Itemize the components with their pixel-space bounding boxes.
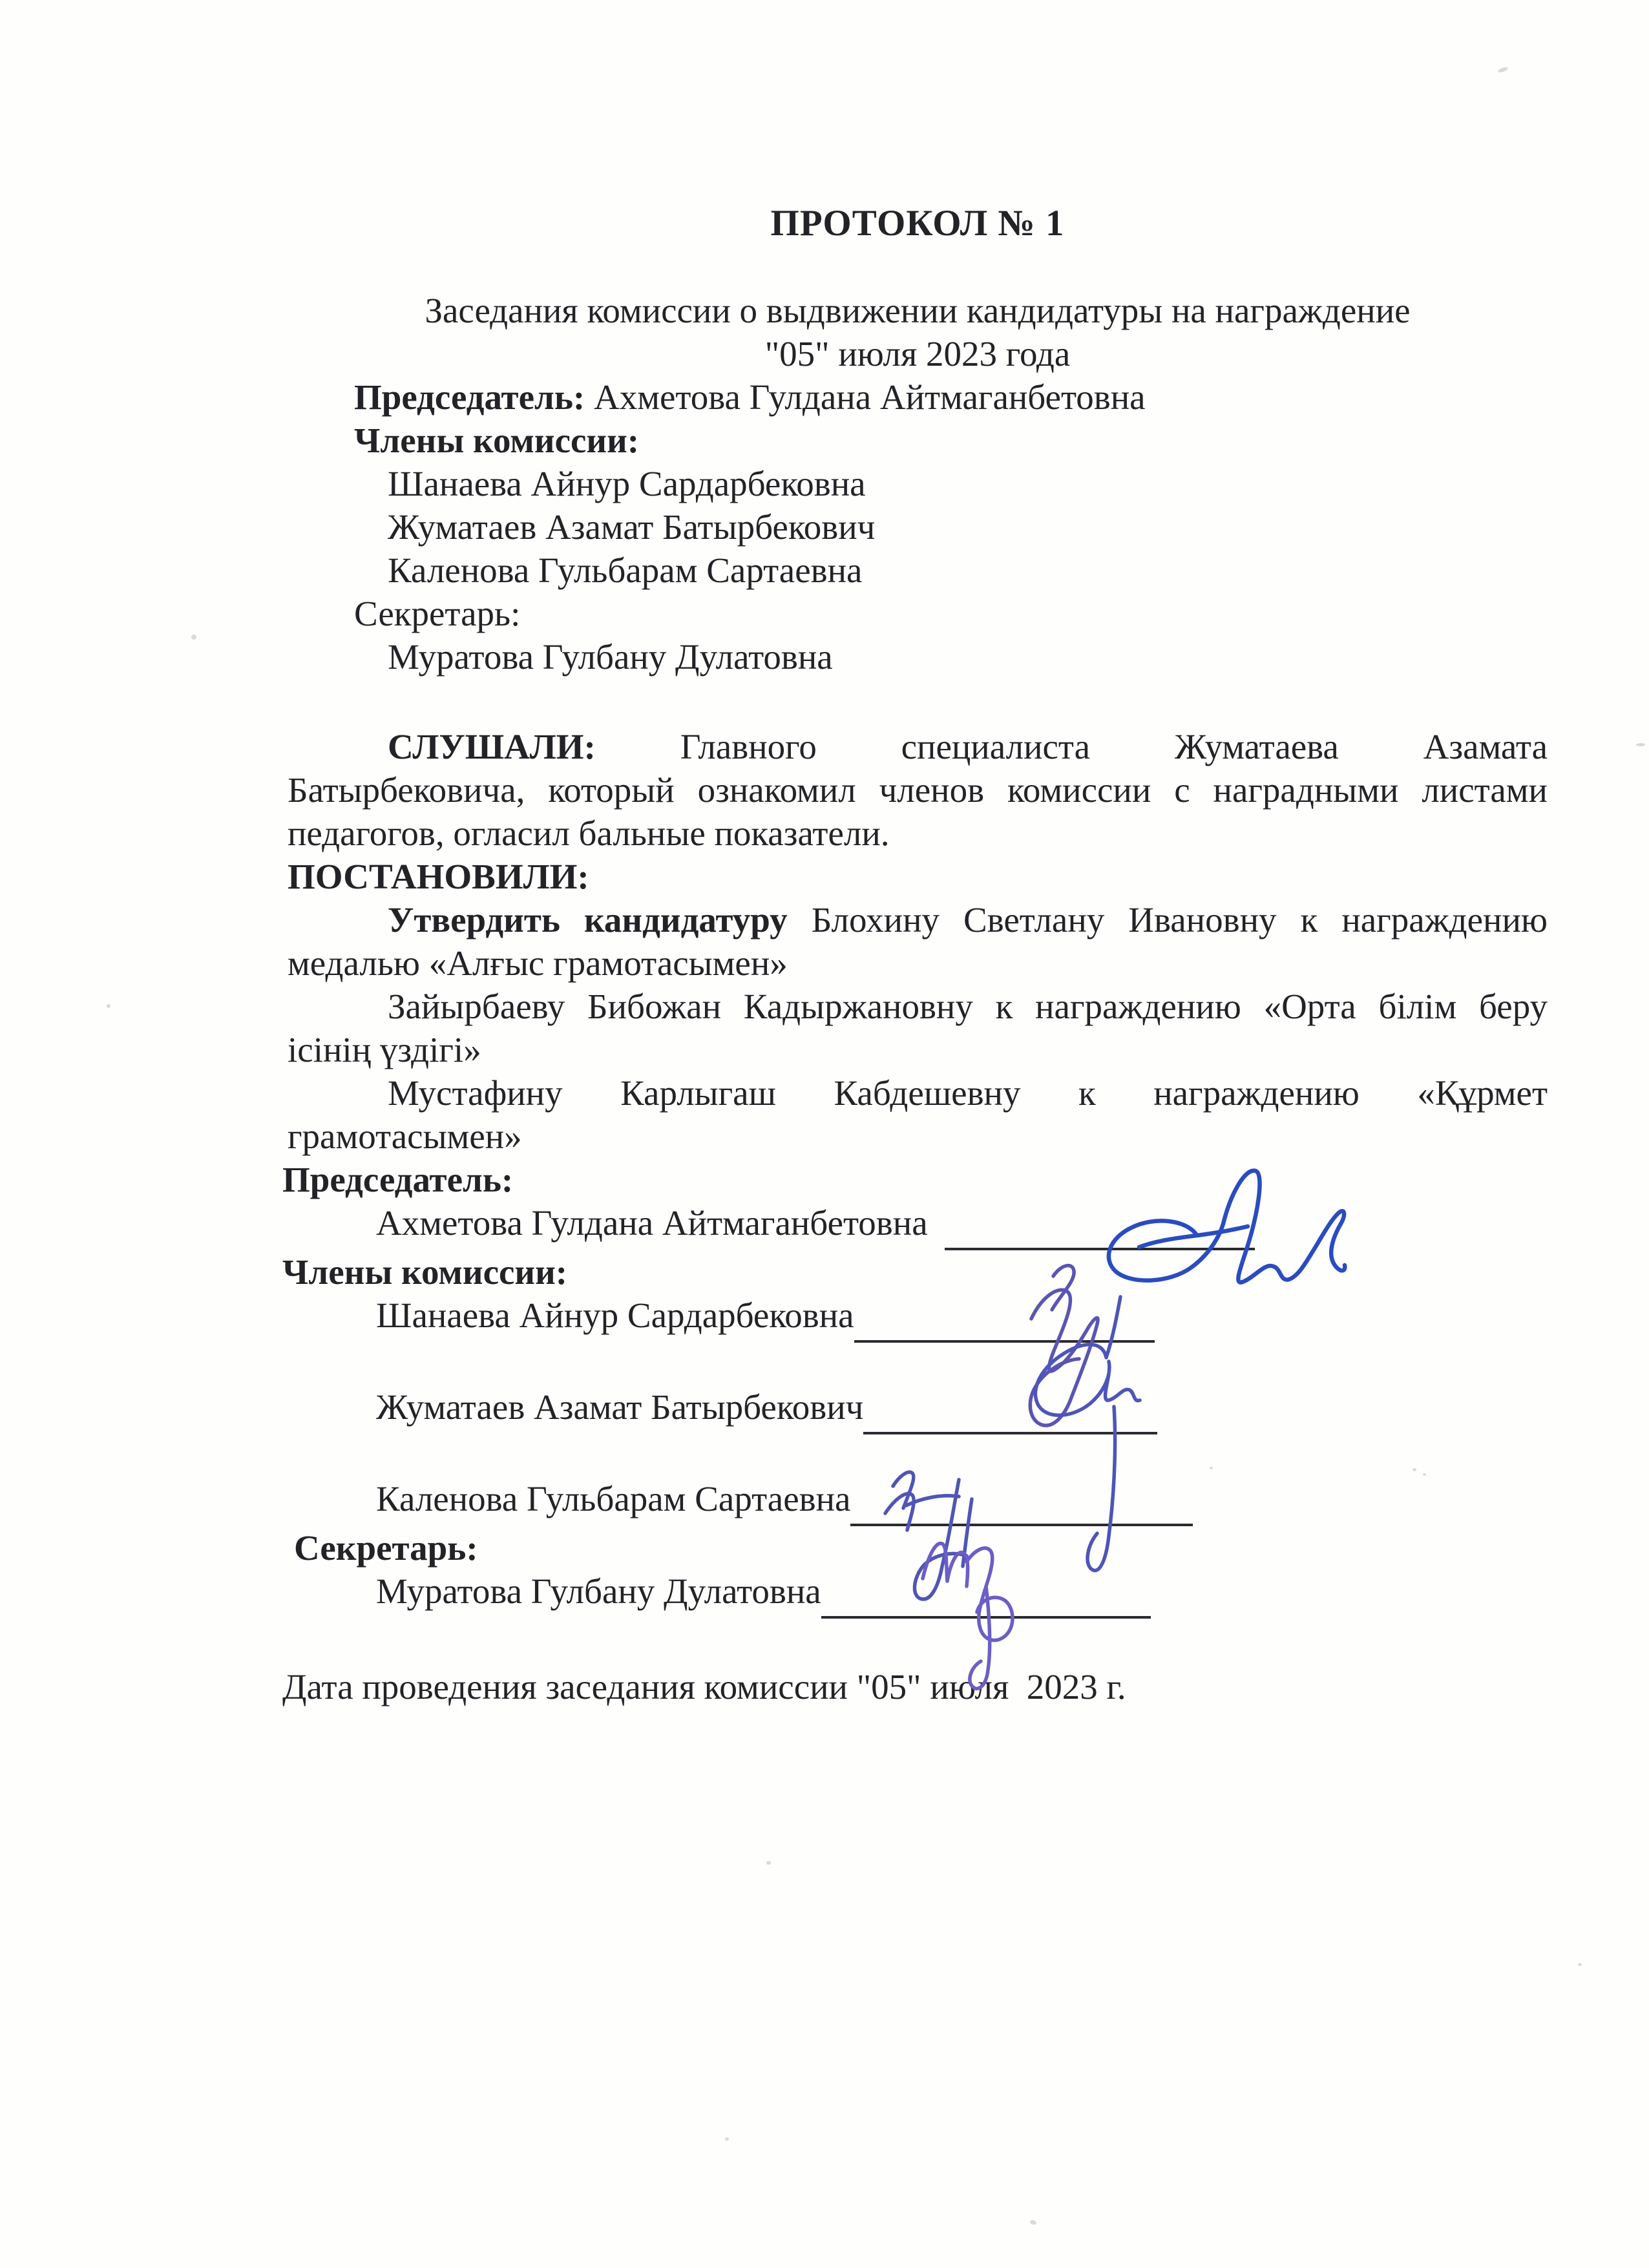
resolved-item-1-line-2: медалью «Алғыс грамотасымен» [288, 943, 788, 983]
document-title: ПРОТОКОЛ № 1 [770, 203, 1065, 244]
member-name-3: Каленова Гульбарам Сартаевна [388, 551, 863, 590]
signature-rule [854, 1321, 1155, 1343]
signature-block [282, 1158, 1548, 1619]
resolved-item-1-rest: Блохину Светлану Ивановну к награждению [811, 900, 1548, 940]
signature-member-name-3: Каленова Гульбарам Сартаевна [376, 1479, 851, 1518]
scan-speck [1578, 1963, 1582, 1966]
secretary-name: Муратова Гулбану Дулатовна [388, 637, 833, 677]
signature-secretary-name: Муратова Гулбану Дулатовна [376, 1571, 821, 1611]
resolved-item-1-line-1 [288, 898, 1548, 941]
member-name-2: Жуматаев Азамат Батырбекович [388, 507, 876, 547]
heard-line-2: Батырбековича, который ознакомил членов комиссии с наградными листами [288, 770, 1548, 810]
signature-member-line-2 [282, 1385, 1548, 1434]
resolved-item-3 [288, 1071, 1548, 1158]
resolved-item-1 [288, 898, 1548, 985]
scan-speck [107, 1004, 110, 1008]
spacer [288, 678, 1548, 725]
signature-rule [821, 1597, 1151, 1619]
signature-members-label: Члены комиссии: [282, 1252, 568, 1292]
resolved-item-2-line-1: Зайырбаеву Бибожан Кадыржановну к награждению «Орта білім беру [388, 987, 1548, 1026]
signature-chairman-name: Ахметова Гулдана Айтмаганбетовна [376, 1203, 928, 1243]
scan-speck [1636, 743, 1645, 746]
scan-speck [766, 1861, 771, 1865]
chairman-label: Председатель: [354, 377, 585, 417]
heard-paragraph [288, 725, 1548, 855]
members-label: Члены комиссии: [354, 421, 640, 460]
resolved-item-3-line-2: грамотасымен» [288, 1117, 522, 1156]
scan-speck [1413, 1468, 1416, 1471]
commission-list [288, 375, 1548, 678]
signature-secretary-label: Секретарь: [294, 1528, 478, 1568]
secretary-label: Секретарь: [354, 594, 521, 633]
signature-member-name-1: Шанаева Айнур Сардарбековна [376, 1296, 854, 1335]
heard-label: СЛУШАЛИ: [388, 727, 596, 766]
spacer [288, 1619, 1548, 1665]
resolved-item-2-line-2: ісінің үздігі» [288, 1030, 481, 1069]
scan-speck [1423, 1473, 1426, 1476]
resolved-item-1-bold: Утвердить кандидатуру [388, 900, 788, 940]
chairman-line [354, 375, 1548, 419]
scan-speck [1029, 2220, 1036, 2225]
resolved-item-2 [288, 985, 1548, 1071]
chairman-name: Ахметова Гулдана Айтмаганбетовна [593, 377, 1146, 417]
signature-rule [945, 1228, 1255, 1250]
resolved-item-3-line-1: Мустафину Карлыгаш Кабдешевну к награждению «Құрмет [388, 1073, 1548, 1113]
scan-speck [725, 2137, 729, 2141]
signature-member-line-1 [282, 1294, 1548, 1343]
heard-line-3: педагогов, огласил бальные показатели. [288, 814, 890, 853]
subject-line-1: Заседания комиссии о выдвижении кандидатуры на награждение [425, 291, 1411, 330]
scan-speck [1210, 1467, 1213, 1469]
signature-chairman-line [282, 1201, 1548, 1250]
scan-speck [191, 635, 196, 640]
subject-line-2: "05" июля 2023 года [764, 334, 1071, 373]
heard-line-1 [288, 725, 1548, 768]
signature-rule [850, 1504, 1193, 1526]
member-name-1: Шанаева Айнур Сардарбековна [388, 464, 866, 503]
spacer [282, 1434, 1548, 1477]
signature-member-line-3 [282, 1477, 1548, 1526]
heard-line-1-rest: Главного специалиста Жуматаева Азамата [680, 727, 1548, 766]
meeting-date-line: Дата проведения заседания комиссии "05" июля 2023 г. [282, 1667, 1126, 1706]
signature-member-name-2: Жуматаев Азамат Батырбекович [376, 1387, 864, 1427]
signature-chairman-label: Председатель: [282, 1160, 514, 1199]
signature-rule [863, 1412, 1157, 1434]
signature-secretary-line [282, 1570, 1548, 1619]
resolved-label: ПОСТАНОВИЛИ: [288, 857, 589, 896]
spacer [288, 245, 1548, 289]
spacer [282, 1343, 1548, 1385]
